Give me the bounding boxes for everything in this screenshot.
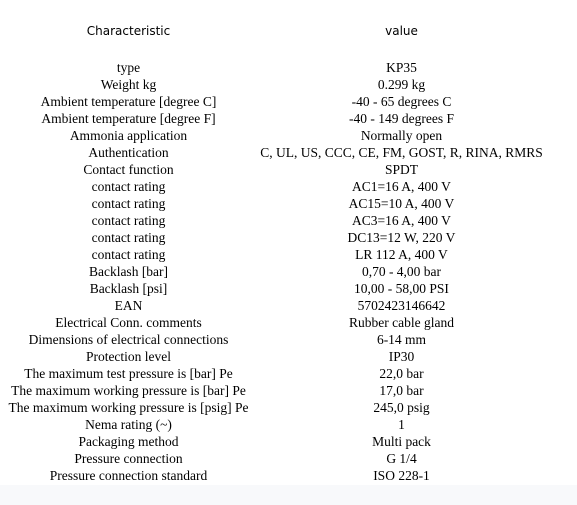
row-value: ISO 228-1: [373, 468, 430, 483]
table-row: [0, 331, 577, 348]
row-value: 6-14 mm: [376, 332, 427, 347]
row-value: C, UL, US, CCC, CE, FM, GOST, R, RINA, RMRS: [260, 145, 543, 160]
row-value: 1: [398, 417, 405, 432]
row-key: Dimensions of electrical connections: [28, 332, 229, 347]
row-key: Ammonia application: [69, 128, 188, 143]
table-row: [0, 382, 577, 399]
row-key: Ambient temperature [degree F]: [41, 111, 216, 126]
table-row: [0, 467, 577, 484]
row-key: Weight kg: [100, 77, 157, 92]
row-value: 0,70 - 4,00 bar: [361, 264, 442, 279]
table-row: [0, 93, 577, 110]
row-value: -40 - 149 degrees F: [349, 111, 454, 126]
table-header: [0, 21, 577, 41]
row-value: AC15=10 A, 400 V: [348, 196, 455, 211]
row-key: contact rating: [91, 230, 166, 245]
row-key: The maximum test pressure is [bar] Pe: [24, 366, 233, 381]
table-row: [0, 144, 577, 161]
spec-table: [0, 59, 577, 484]
table-row: [0, 314, 577, 331]
row-value: LR 112 A, 400 V: [355, 247, 448, 262]
table-row: [0, 416, 577, 433]
table-row: [0, 195, 577, 212]
row-value: 245,0 psig: [373, 400, 430, 415]
row-key: contact rating: [91, 247, 166, 262]
row-value: KP35: [386, 60, 417, 75]
table-row: [0, 399, 577, 416]
table-row: [0, 263, 577, 280]
table-row: [0, 127, 577, 144]
row-key: Packaging method: [78, 434, 179, 449]
value-column-header: value: [385, 24, 418, 38]
table-row: [0, 59, 577, 76]
row-key: Electrical Conn. comments: [55, 315, 202, 330]
row-key: Protection level: [85, 349, 172, 364]
row-value: 5702423146642: [357, 298, 446, 313]
table-row: [0, 76, 577, 93]
row-value: 10,00 - 58,00 PSI: [354, 281, 449, 296]
row-key: The maximum working pressure is [bar] Pe: [11, 383, 246, 398]
row-key: Nema rating (~): [85, 417, 172, 432]
table-row: [0, 450, 577, 467]
page-footer-strip: [0, 485, 577, 505]
row-value: 22,0 bar: [379, 366, 424, 381]
row-value: AC3=16 A, 400 V: [352, 213, 451, 228]
row-key: Authentication: [88, 145, 169, 160]
table-row: [0, 110, 577, 127]
row-value: Rubber cable gland: [349, 315, 454, 330]
row-key: EAN: [114, 298, 143, 313]
row-key: Backlash [psi]: [89, 281, 168, 296]
table-row: [0, 161, 577, 178]
row-key: Pressure connection standard: [49, 468, 208, 483]
table-row: [0, 246, 577, 263]
row-key: The maximum working pressure is [psig] Pe: [8, 400, 249, 415]
row-value: -40 - 65 degrees C: [351, 94, 452, 109]
row-key: contact rating: [91, 213, 166, 228]
table-row: [0, 433, 577, 450]
row-value: DC13=12 W, 220 V: [347, 230, 456, 245]
table-row: [0, 212, 577, 229]
table-row: [0, 365, 577, 382]
row-value: 17,0 bar: [379, 383, 424, 398]
table-row: [0, 348, 577, 365]
row-key: type: [116, 60, 141, 75]
row-key: Contact function: [83, 162, 174, 177]
row-key: contact rating: [91, 196, 166, 211]
row-value: IP30: [388, 349, 415, 364]
row-key: Ambient temperature [degree C]: [40, 94, 217, 109]
row-value: SPDT: [384, 162, 418, 177]
table-row: [0, 229, 577, 246]
row-key: Backlash [bar]: [88, 264, 169, 279]
row-value: 0.299 kg: [377, 77, 426, 92]
characteristic-column-header: Characteristic: [86, 24, 171, 38]
row-value: Multi pack: [372, 434, 431, 449]
table-row: [0, 178, 577, 195]
table-row: [0, 297, 577, 314]
table-row: [0, 280, 577, 297]
row-value: AC1=16 A, 400 V: [352, 179, 451, 194]
row-key: contact rating: [91, 179, 166, 194]
row-key: Pressure connection: [74, 451, 183, 466]
row-value: G 1/4: [386, 451, 417, 466]
row-value: Normally open: [360, 128, 443, 143]
